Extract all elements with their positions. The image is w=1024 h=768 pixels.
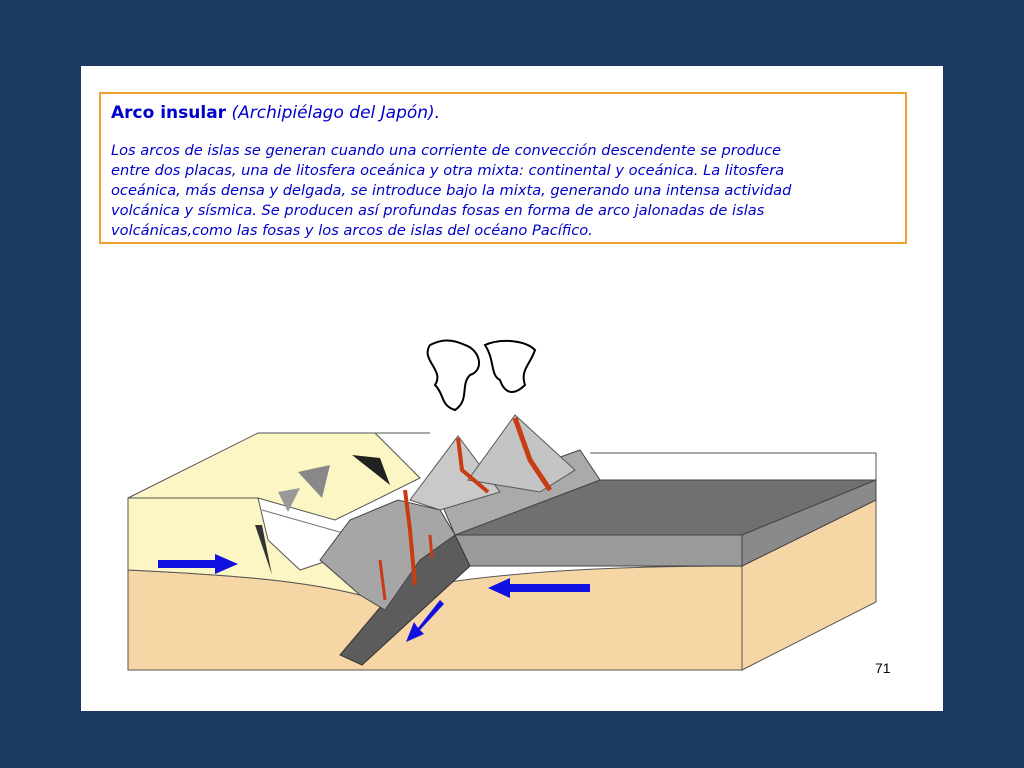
island-arc-diagram — [81, 66, 943, 711]
paragraph-line: volcánicas,como las fosas y los arcos de islas del océano Pacífico. — [111, 222, 593, 239]
ash-cloud-icon — [428, 340, 479, 410]
oceanic-plate-front — [455, 535, 742, 566]
title-italic: (Archipiélago del Japón). — [231, 103, 441, 123]
paragraph-line: Los arcos de islas se generan cuando una corriente de convección descendente se produce — [111, 142, 782, 159]
paragraph-line: oceánica, más densa y delgada, se introduce bajo la mixta, generando una intensa actividad — [111, 182, 792, 199]
paragraph-line: volcánica y sísmica. Se producen así profundas fosas en forma de arco jalonadas de islas — [111, 202, 765, 219]
volcano-icon — [468, 415, 575, 492]
page-number: 71 — [875, 660, 891, 676]
paragraph-line: entre dos placas, una de litosfera oceánica y otra mixta: continental y oceánica. La litosfera — [111, 162, 785, 179]
title-bold: Arco insular — [111, 103, 227, 123]
ash-cloud-icon — [485, 341, 535, 392]
magma-channel — [430, 535, 432, 558]
slide — [81, 66, 943, 711]
